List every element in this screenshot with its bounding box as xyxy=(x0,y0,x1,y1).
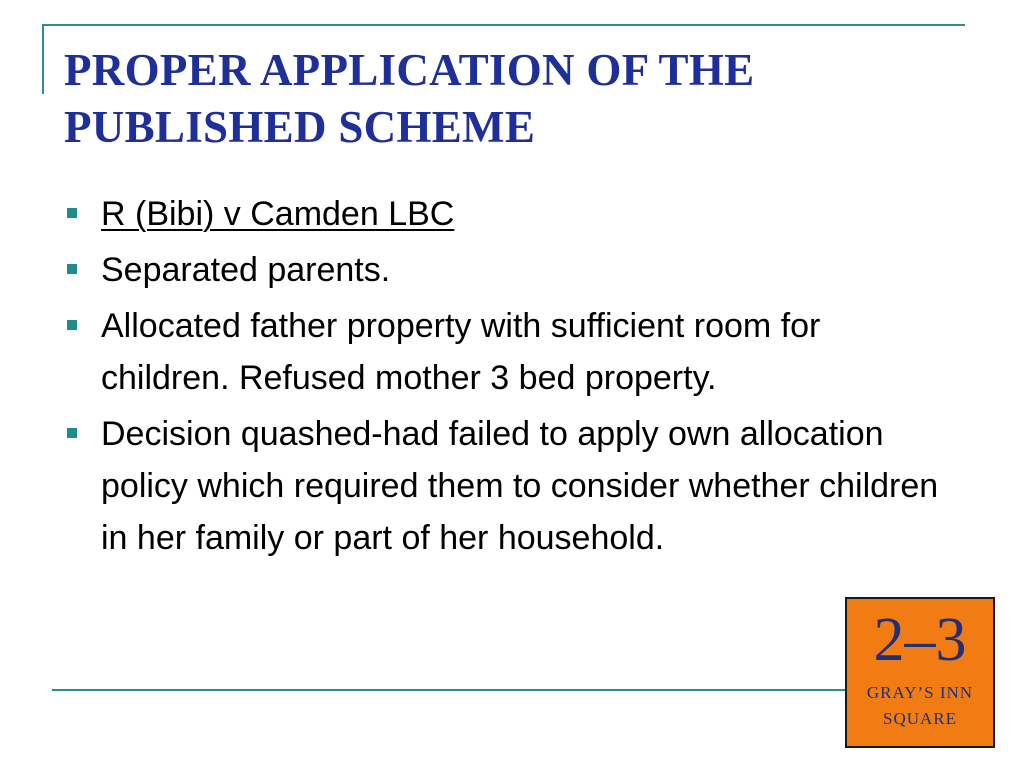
slide-title: PROPER APPLICATION OF THE PUBLISHED SCHEME xyxy=(64,45,755,152)
logo-line-2: SQUARE xyxy=(882,709,957,728)
bullet-item xyxy=(64,408,954,564)
bullet-text: Allocated father property with sufficient room for children. Refused mother 3 bed property. xyxy=(101,307,821,397)
bullet-list xyxy=(64,188,954,568)
square-bullet-icon xyxy=(67,264,77,274)
square-bullet-icon xyxy=(67,320,77,330)
case-name-text: R (Bibi) v Camden LBC xyxy=(101,195,455,233)
bullet-item xyxy=(64,300,954,404)
bottom-rule xyxy=(52,689,847,691)
square-bullet-icon xyxy=(67,208,77,218)
bullet-text: Separated parents. xyxy=(101,251,391,289)
logo-line-1: GRAY’S INN xyxy=(866,683,974,702)
bullet-text: Decision quashed-had failed to apply own allocation policy which required them to consider whether children in her family or part of her household. xyxy=(101,415,939,557)
square-bullet-icon xyxy=(67,428,77,438)
logo-number: 2–3 xyxy=(873,606,967,674)
top-rule xyxy=(42,24,965,26)
chambers-logo xyxy=(845,597,995,748)
bullet-item xyxy=(64,244,954,296)
left-rule xyxy=(42,24,44,94)
bullet-item xyxy=(64,188,954,240)
